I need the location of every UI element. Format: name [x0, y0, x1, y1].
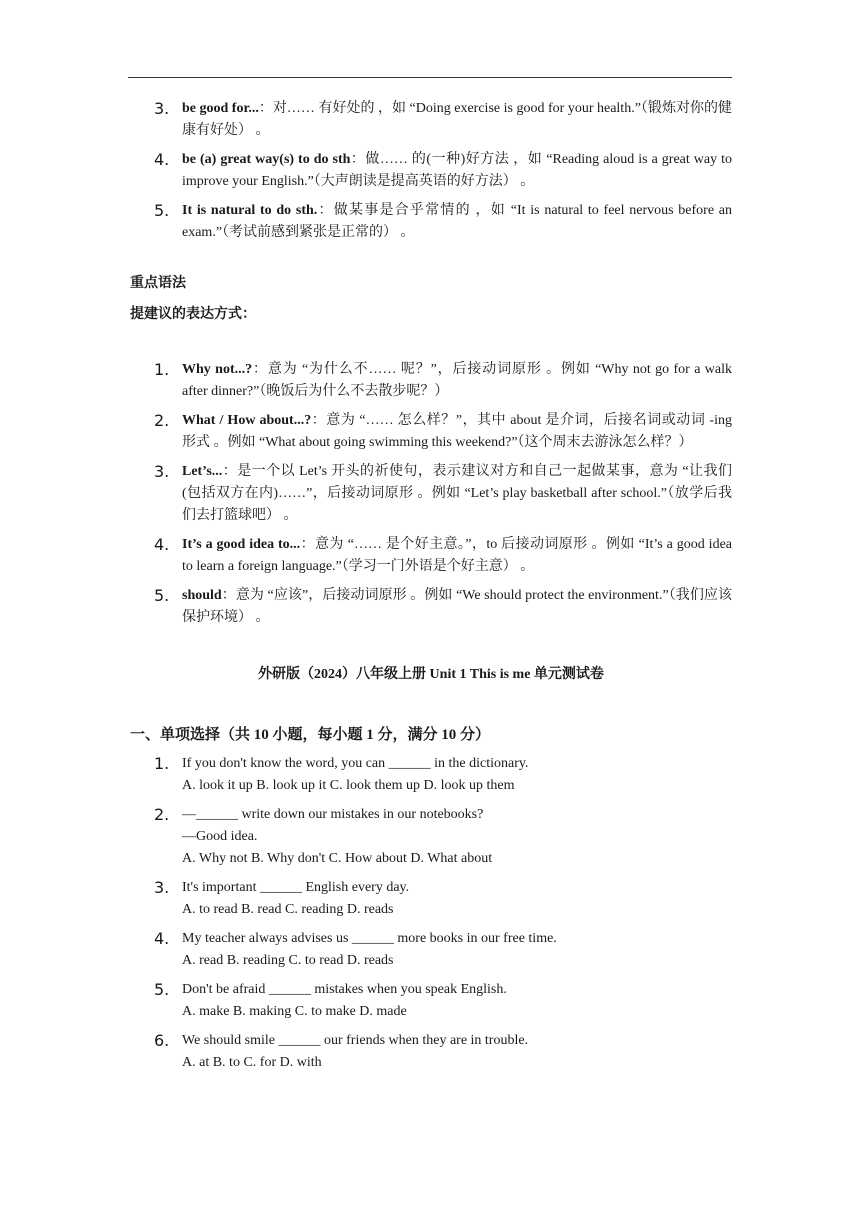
question-stem: My teacher always advises us ______ more books in our free time.: [182, 931, 557, 946]
phrase-list: [130, 98, 732, 244]
question-stem: Don't be afraid ______ mistakes when you speak English.: [182, 982, 507, 997]
question-options: A. to read B. read C. reading D. reads: [182, 902, 394, 917]
phrase-text: ：对…… 有好处的 ，如 “Doing exercise is good for your health.”（锻炼对你的健康有好处） 。: [182, 101, 732, 138]
phrase-number: 4.: [154, 150, 170, 169]
grammar-subheading: 提建议的表达方式：: [130, 307, 256, 322]
grammar-text: ：意为 “…… 是个好主意。”，to 后接动词原形 。例如 “It’s a good idea to learn a foreign language.”（学习一门外语是个好主意） 。: [182, 537, 733, 574]
question-number: 3.: [154, 878, 170, 897]
question-options: A. make B. making C. to make D. made: [182, 1004, 407, 1019]
document-content: [130, 98, 732, 1074]
grammar-number: 1.: [154, 360, 170, 379]
grammar-number: 4.: [154, 535, 170, 554]
question-item: [130, 877, 732, 921]
phrase-term: be (a) great way(s) to do sth: [182, 152, 351, 167]
question-number: 5.: [154, 980, 170, 999]
grammar-item: [130, 359, 732, 403]
question-stem: We should smile ______ our friends when they are in trouble.: [182, 1033, 529, 1048]
question-stem: It's important ______ English every day.: [182, 880, 410, 895]
question-item: [130, 753, 732, 797]
question-options: A. look it up B. look up it C. look them up D. look up them: [182, 778, 515, 793]
question-options: A. at B. to C. for D. with: [182, 1055, 322, 1070]
phrase-item: [130, 149, 732, 193]
grammar-term: should: [182, 588, 222, 603]
phrase-text: ：做…… 的(一种)好方法 ，如 “Reading aloud is a great way to improve your English.”（大声朗读是提高英语的好方法） 。: [182, 152, 732, 189]
grammar-text: ：意为 “为什么不…… 呢？”，后接动词原形 。例如 “Why not go for a walk after dinner?”（晚饭后为什么不去散步呢？）: [182, 362, 733, 399]
grammar-heading: 重点语法: [130, 276, 186, 291]
grammar-number: 5.: [154, 586, 170, 605]
question-options: A. read B. reading C. to read D. reads: [182, 953, 394, 968]
grammar-item: [130, 461, 732, 527]
grammar-item: [130, 410, 732, 454]
phrase-term: be good for...: [182, 101, 259, 116]
phrase-number: 3.: [154, 99, 170, 118]
question-number: 2.: [154, 805, 170, 824]
question-dialogue-reply: —Good idea.: [182, 829, 258, 844]
question-stem: —______ write down our mistakes in our notebooks?: [182, 807, 484, 822]
question-item: [130, 1030, 732, 1074]
grammar-item: [130, 585, 732, 629]
grammar-text: ：意为 “应该”，后接动词原形 。例如 “We should protect the environment.”（我们应该保护环境） 。: [182, 588, 732, 625]
grammar-text: ：意为 “…… 怎么样？”，其中 about 是介词，后接名词或动词 -ing 形式 。例如 “What about going swimming this weekend?”（这个周末去游泳怎么样？）: [182, 413, 732, 450]
phrase-term: It is natural to do sth.: [182, 203, 318, 218]
question-number: 4.: [154, 929, 170, 948]
question-item: [130, 804, 732, 870]
grammar-term: It’s a good idea to...: [182, 537, 301, 552]
header-rule: [128, 77, 732, 78]
grammar-list: [130, 359, 732, 629]
part-one-title: 一、单项选择（共 10 小题，每小题 1 分，满分 10 分）: [130, 727, 491, 743]
grammar-term: Let’s...: [182, 464, 223, 479]
phrase-number: 5.: [154, 201, 170, 220]
question-list: [130, 753, 732, 1074]
question-stem: If you don't know the word, you can ______ in the dictionary.: [182, 756, 529, 771]
test-title: 外研版（2024）八年级上册 Unit 1 This is me 单元测试卷: [258, 667, 604, 682]
question-item: [130, 979, 732, 1023]
grammar-item: [130, 534, 732, 578]
question-number: 6.: [154, 1031, 170, 1050]
phrase-item: [130, 98, 732, 142]
grammar-text: ：是一个以 Let’s 开头的祈使句，表示建议对方和自己一起做某事，意为 “让我们(包括双方在内)……”，后接动词原形 。例如 “Let’s play basketball after school.”（放学后我们去打篮球吧） 。: [182, 464, 732, 523]
question-item: [130, 928, 732, 972]
grammar-number: 2.: [154, 411, 170, 430]
phrase-text: ：做某事是合乎常情的 ，如 “It is natural to feel nervous before an exam.”（考试前感到紧张是正常的） 。: [182, 203, 732, 240]
question-options: A. Why not B. Why don't C. How about D. What about: [182, 851, 493, 866]
grammar-term: Why not...?: [182, 362, 253, 377]
grammar-number: 3.: [154, 462, 170, 481]
phrase-item: [130, 200, 732, 244]
grammar-term: What / How about...?: [182, 413, 312, 428]
question-number: 1.: [154, 754, 170, 773]
